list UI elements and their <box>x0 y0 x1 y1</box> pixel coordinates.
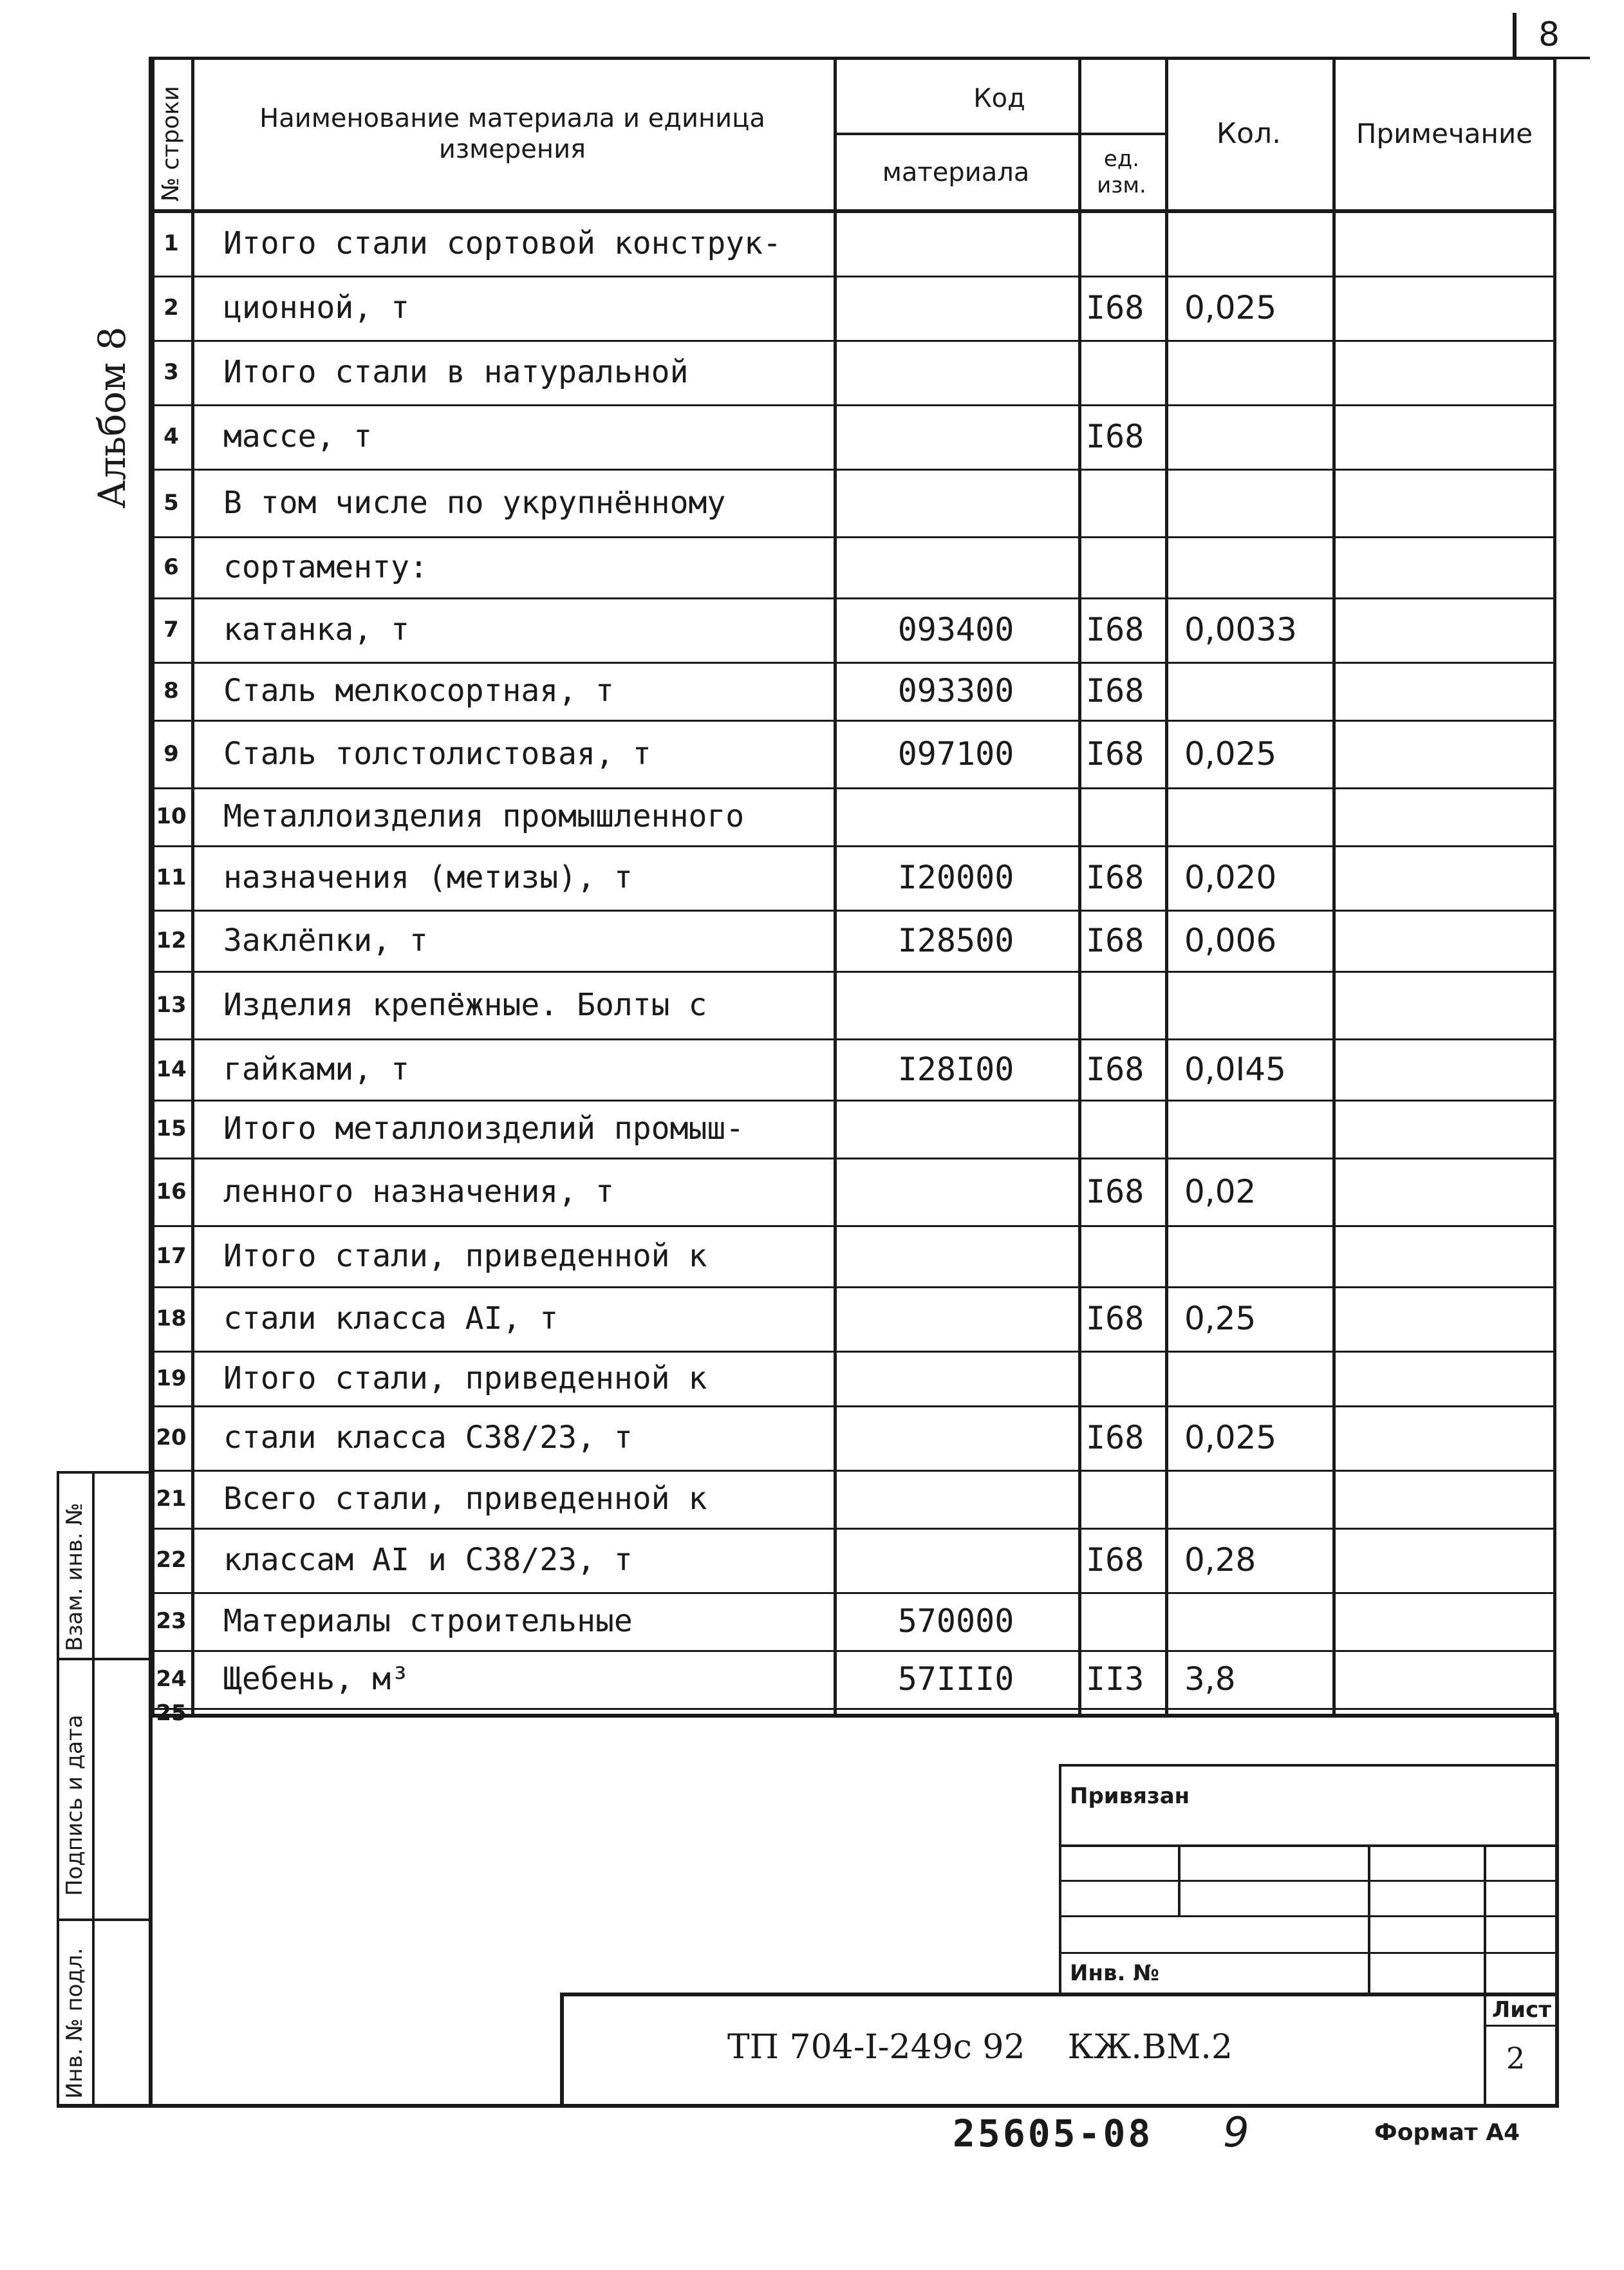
row-note <box>1332 211 1556 276</box>
row-qty <box>1184 404 1332 469</box>
row-qty: 0,020 <box>1184 859 1277 896</box>
row-unit <box>1086 340 1165 404</box>
row-note <box>1332 340 1556 404</box>
row-qty <box>1184 211 1332 276</box>
row-qty <box>1184 971 1332 1038</box>
row-qty: 0,28 <box>1184 1541 1256 1579</box>
page-number-mark <box>1513 13 1590 58</box>
row-code <box>834 1708 1078 1718</box>
row-number: 1 <box>163 230 179 256</box>
row-name: ленного назначения, т <box>223 1173 614 1210</box>
row-number: 16 <box>156 1178 187 1205</box>
row-code <box>834 1100 1078 1158</box>
row-qty <box>1184 1470 1332 1528</box>
row-unit <box>1086 1351 1165 1405</box>
row-unit: I68 <box>1086 418 1144 455</box>
row-number: 8 <box>163 678 179 704</box>
row-name: Щебень, м³ <box>223 1661 409 1697</box>
row-unit: I68 <box>1086 1172 1144 1210</box>
row-note <box>1332 1592 1556 1650</box>
row-code <box>834 1225 1078 1286</box>
row-note <box>1332 1650 1556 1708</box>
row-number: 13 <box>156 991 187 1018</box>
row-name: Итого металлоизделий промыш- <box>223 1111 745 1147</box>
row-number: 11 <box>156 865 187 890</box>
row-name: гайками, т <box>223 1051 409 1087</box>
row-qty: 3,8 <box>1184 1660 1236 1698</box>
row-note <box>1332 1708 1556 1718</box>
row-number: 15 <box>156 1116 187 1141</box>
row-code <box>834 340 1078 404</box>
row-note <box>1332 404 1556 469</box>
row-note <box>1332 845 1556 910</box>
row-number: 4 <box>163 424 179 449</box>
row-note <box>1332 1528 1556 1592</box>
row-note <box>1332 787 1556 845</box>
row-code <box>834 1158 1078 1225</box>
row-note <box>1332 597 1556 662</box>
row-number: 21 <box>156 1486 187 1512</box>
designation: ТП 704-I-249с 92 КЖ.ВМ.2 <box>727 2028 1233 2067</box>
row-code <box>834 404 1078 469</box>
row-name: Заклёпки, т <box>223 922 428 959</box>
row-unit <box>1086 211 1165 276</box>
row-note <box>1332 971 1556 1038</box>
stamp-podpis-data: Подпись и дата <box>62 1714 88 1896</box>
row-number: 19 <box>156 1365 187 1391</box>
header-name: Наименование материала и единица измерения <box>259 104 765 164</box>
header-code: Код <box>973 84 1025 113</box>
row-qty: 0,025 <box>1184 735 1277 773</box>
row-code: 57III0 <box>897 1660 1014 1698</box>
row-unit: I68 <box>1086 735 1144 773</box>
row-qty <box>1184 1225 1332 1286</box>
row-code: 570000 <box>897 1602 1014 1640</box>
list-value: 2 <box>1506 2041 1526 2076</box>
row-qty <box>1184 469 1332 536</box>
privyazan-label: Привязан <box>1070 1783 1190 1809</box>
row-note <box>1332 1470 1556 1528</box>
row-unit: I68 <box>1086 672 1144 709</box>
page-number: 8 <box>1538 15 1560 54</box>
footer-page: 9 <box>1223 2109 1249 2157</box>
row-qty: 0,025 <box>1184 289 1277 326</box>
row-note <box>1332 1100 1556 1158</box>
row-unit <box>1086 1225 1165 1286</box>
row-name: Итого стали, приведенной к <box>223 1360 707 1396</box>
row-note <box>1332 469 1556 536</box>
row-qty: 0,02 <box>1184 1172 1256 1210</box>
row-number: 23 <box>156 1608 187 1634</box>
row-note <box>1332 1038 1556 1100</box>
row-code: I28I00 <box>897 1050 1014 1088</box>
row-note <box>1332 1351 1556 1405</box>
row-unit: I68 <box>1086 611 1144 648</box>
row-name: стали класса С38/23, т <box>223 1420 633 1456</box>
row-unit: I68 <box>1086 1541 1144 1579</box>
row-unit <box>1086 971 1165 1038</box>
row-number: 7 <box>163 617 179 643</box>
materials-table <box>151 57 1556 1726</box>
row-code <box>834 1470 1078 1528</box>
row-name: массе, т <box>223 418 373 455</box>
row-number: 14 <box>156 1056 187 1082</box>
row-name: В том числе по укрупнённому <box>223 484 726 521</box>
header-qty: Кол. <box>1216 117 1282 150</box>
row-name <box>223 1708 827 1718</box>
row-code: 093400 <box>897 611 1014 648</box>
row-code <box>834 1351 1078 1405</box>
row-unit: II3 <box>1086 1660 1144 1698</box>
row-qty <box>1184 1708 1332 1718</box>
header-code-material: материала <box>882 158 1030 187</box>
row-code: I20000 <box>897 859 1014 896</box>
title-block <box>560 1764 1559 2105</box>
row-unit: I68 <box>1086 1300 1144 1337</box>
row-unit <box>1086 1470 1165 1528</box>
row-qty <box>1184 1351 1332 1405</box>
row-number: 22 <box>156 1547 187 1573</box>
row-code <box>834 469 1078 536</box>
row-unit: I68 <box>1086 289 1144 326</box>
header-row-no: № строки <box>158 86 184 202</box>
row-note <box>1332 662 1556 720</box>
row-note <box>1332 1286 1556 1351</box>
row-qty: 0,006 <box>1184 921 1277 959</box>
row-name: Сталь мелкосортная, т <box>223 673 614 709</box>
row-name: Итого стали в натуральной <box>223 354 689 390</box>
row-unit <box>1086 787 1165 845</box>
row-number: 2 <box>163 295 179 321</box>
row-qty <box>1184 536 1332 597</box>
inv-no-label: Инв. № <box>1070 1960 1160 1986</box>
row-note <box>1332 1405 1556 1470</box>
row-number: 6 <box>163 554 179 580</box>
row-qty <box>1184 662 1332 720</box>
row-qty <box>1184 340 1332 404</box>
row-code <box>834 787 1078 845</box>
list-label: Лист <box>1492 1997 1551 2023</box>
row-unit <box>1086 469 1165 536</box>
row-qty <box>1184 1100 1332 1158</box>
row-number: 3 <box>163 359 179 385</box>
row-name: Сталь толстолистовая, т <box>223 735 651 772</box>
row-number: 9 <box>163 740 179 767</box>
footer-format: Формат А4 <box>1374 2119 1520 2146</box>
row-qty: 0,0033 <box>1184 611 1297 648</box>
row-name: ционной, т <box>223 290 409 326</box>
row-unit: I68 <box>1086 921 1144 959</box>
row-name: катанка, т <box>223 612 409 648</box>
header-note: Примечание <box>1356 117 1533 149</box>
row-name: Итого стали сортовой конструк- <box>223 225 781 261</box>
row-unit <box>1086 1100 1165 1158</box>
row-name: стали класса AI, т <box>223 1300 559 1337</box>
row-code <box>834 1528 1078 1592</box>
row-number: 5 <box>163 489 179 516</box>
row-number: 18 <box>156 1306 187 1331</box>
row-qty: 0,25 <box>1184 1300 1256 1337</box>
row-number: 17 <box>156 1243 187 1269</box>
row-name: Всего стали, приведенной к <box>223 1481 707 1517</box>
stamp-vzam-inv: Взам. инв. № <box>62 1503 88 1651</box>
row-qty: 0,0I45 <box>1184 1050 1286 1088</box>
row-name: назначения (метизы), т <box>223 859 633 896</box>
header-code-unit: ед. изм. <box>1097 146 1146 198</box>
row-note <box>1332 720 1556 787</box>
side-stamp <box>57 1471 149 2105</box>
row-number: 25 <box>156 1700 187 1726</box>
row-code: 097100 <box>897 735 1014 773</box>
row-name: Изделия крепёжные. Болты с <box>223 986 707 1023</box>
row-unit: I68 <box>1086 1419 1144 1456</box>
row-number: 20 <box>156 1425 187 1450</box>
row-name: классам AI и С38/23, т <box>223 1542 633 1578</box>
row-unit <box>1086 1708 1165 1718</box>
row-code <box>834 276 1078 340</box>
row-code <box>834 1405 1078 1470</box>
stamp-inv-podl: Инв. № подл. <box>62 1947 88 2099</box>
row-note <box>1332 276 1556 340</box>
row-note <box>1332 536 1556 597</box>
row-number: 12 <box>156 927 187 953</box>
row-unit: I68 <box>1086 1050 1144 1088</box>
row-note <box>1332 1225 1556 1286</box>
row-unit: I68 <box>1086 859 1144 896</box>
row-name: Металлоизделия промышленного <box>223 798 745 834</box>
row-code: 093300 <box>897 672 1014 709</box>
row-note <box>1332 910 1556 971</box>
row-code <box>834 971 1078 1038</box>
row-note <box>1332 1158 1556 1225</box>
row-name: сортаменту: <box>223 549 428 585</box>
footer-number: 25605-08 <box>953 2112 1153 2155</box>
row-name: Материалы строительные <box>223 1603 633 1639</box>
row-unit <box>1086 536 1165 597</box>
album-label: Альбом 8 <box>90 326 134 509</box>
row-qty: 0,025 <box>1184 1419 1277 1456</box>
row-number: 24 <box>156 1666 187 1692</box>
row-number: 10 <box>156 803 187 829</box>
row-unit <box>1086 1592 1165 1650</box>
row-name: Итого стали, приведенной к <box>223 1237 707 1274</box>
row-code: I28500 <box>897 921 1014 959</box>
row-code <box>834 211 1078 276</box>
row-qty <box>1184 1592 1332 1650</box>
row-qty <box>1184 787 1332 845</box>
row-code <box>834 536 1078 597</box>
row-code <box>834 1286 1078 1351</box>
